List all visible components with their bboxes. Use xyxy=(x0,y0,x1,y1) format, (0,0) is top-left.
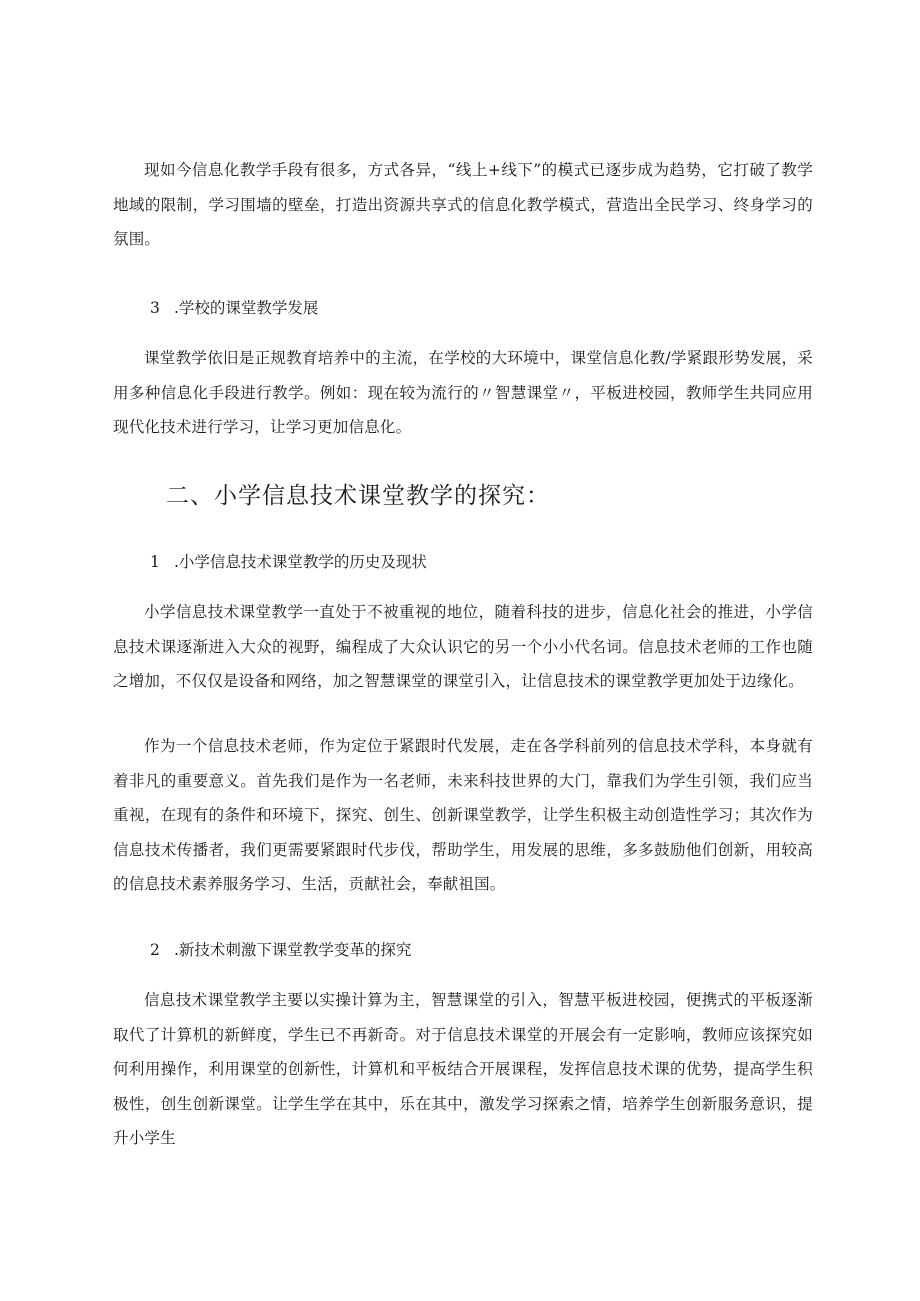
subheading-number: 1 xyxy=(150,553,160,571)
subheading-school-classroom xyxy=(150,296,318,320)
subheading-new-technology xyxy=(150,938,411,962)
paragraph-smart-classroom: 信息技术课堂教学主要以实操计算为主，智慧课堂的引入，智慧平板进校园，便携式的平板逐渐取代了计算机的新鲜度，学生已不再新奇。对于信息技术课堂的开展会有一定影响，教师应该探究如何利用操作，利用课堂的创新性，计算机和平板结合开展课程，发挥信息技术课的优势，提高学生积极性，创生创新课堂。让学生学在其中，乐在其中，激发学习探索之情，培养学生创新服务意识，提升小学生 xyxy=(113,991,813,1147)
subheading-text: .学校的课堂教学发展 xyxy=(174,299,319,317)
subheading-number: 3 xyxy=(150,299,160,317)
subheading-text: .新技术刺激下课堂教学变革的探究 xyxy=(174,941,412,959)
paragraph-history: 小学信息技术课堂教学一直处于不被重视的地位，随着科技的进步，信息化社会的推进，小学信息技术课逐渐进入大众的视野，编程成了大众认识它的另一个小小代名词。信息技术老师的工作也随之增加，不仅仅是设备和网络，加之智慧课堂的课堂引入，让信息技术的课堂教学更加处于边缘化。 xyxy=(113,603,813,690)
paragraph-teacher-role: 作为一个信息技术老师，作为定位于紧跟时代发展，走在各学科前列的信息技术学科，本身就有着非凡的重要意义。首先我们是作为一名老师，未来科技世界的大门，靠我们为学生引领，我们应当重视，在现有的条件和环境下，探究、创生、创新课堂教学，让学生积极主动创造性学习；其次作为信息技术传播者，我们更需要紧跟时代步伐，帮助学生，用发展的思维，多多鼓励他们创新，用较高的信息技术素养服务学习、生活，贡献社会，奉献祖国。 xyxy=(113,737,813,893)
section-title: 二、小学信息技术课堂教学的探究： xyxy=(166,483,550,509)
subheading-number: 2 xyxy=(150,941,160,959)
paragraph-online-offline: 现如今信息化教学手段有很多，方式各异，“线上+线下”的模式已逐步成为趋势，它打破了教学地域的限制，学习围墙的壁垒，打造出资源共享式的信息化教学模式，营造出全民学习、终身学习的氛围。 xyxy=(113,161,813,248)
subheading-text: .小学信息技术课堂教学的历史及现状 xyxy=(174,553,427,571)
subheading-history-status xyxy=(150,550,427,574)
paragraph-classroom-teaching: 课堂教学依旧是正规教育培养中的主流，在学校的大环境中，课堂信息化教/学紧跟形势发展，采用多种信息化手段进行教学。例如：现在较为流行的〃智慧课堂〃，平板进校园，教师学生共同应用现代化技术进行学习，让学习更加信息化。 xyxy=(113,349,813,436)
